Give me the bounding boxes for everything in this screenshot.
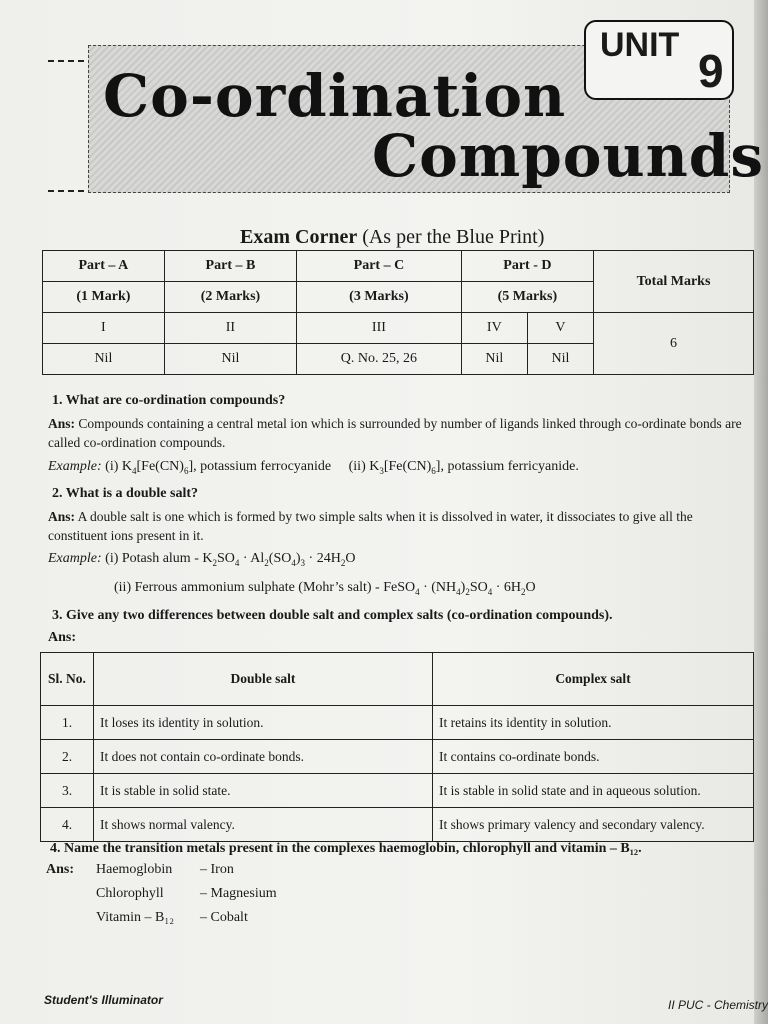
exam-corner-title — [240, 226, 544, 249]
difference-table — [40, 652, 754, 842]
example-1-label: Example: — [48, 459, 102, 474]
answer-1 — [48, 414, 753, 452]
chapter-title-line1: Co-ordination — [103, 62, 567, 130]
col-complex-salt: Complex salt — [433, 653, 754, 706]
table-row — [41, 774, 754, 808]
unit-label: UNIT — [600, 26, 680, 64]
answer-1-label: Ans: — [48, 416, 76, 431]
question-3: 3. Give any two differences between double salt and complex salts (co-ordination compounds). — [52, 608, 613, 623]
header-dash-left-bottom — [48, 190, 84, 192]
row-3-double: It is stable in solid state. — [94, 774, 433, 808]
footer-subject: II PUC - Chemistry — [668, 998, 768, 1012]
example-2-ii: (ii) Ferrous ammonium sulphate (Mohr’s salt) - FeSO$_4$ · $(NH_4)_2SO_4 \cdot 6H_2O$ — [114, 580, 536, 597]
row-4-no: 4. — [41, 808, 94, 842]
table-row — [41, 740, 754, 774]
compound-3: Vitamin – B₁₂ — [96, 910, 175, 925]
row-2-complex: It contains co-ordinate bonds. — [433, 740, 754, 774]
answer-3-label: Ans: — [48, 630, 77, 645]
metal-1: – Iron — [200, 862, 234, 877]
question-1: 1. What are co-ordination compounds? — [52, 393, 286, 408]
part-d-questions-b: Nil — [527, 344, 593, 375]
row-1-complex: It retains its identity in solution. — [433, 706, 754, 740]
part-d-name: Part - D — [461, 251, 593, 282]
question-2: 2. What is a double salt? — [52, 486, 198, 501]
unit-badge — [584, 20, 734, 100]
part-d-roman-a: IV — [461, 313, 527, 344]
part-a-marks: (1 Mark) — [43, 282, 165, 313]
compound-2: Chlorophyll — [96, 886, 164, 901]
col-sl-no: Sl. No. — [41, 653, 94, 706]
part-b-questions: Nil — [164, 344, 296, 375]
header-dash-left-top — [48, 60, 84, 62]
table-row — [41, 706, 754, 740]
metal-2: – Magnesium — [200, 886, 277, 901]
answer-1-text: Compounds containing a central metal ion which is surrounded by number of ligands linked through co-ordinate bonds are called co-ordination compounds. — [48, 416, 742, 450]
example-2-ii-text: (ii) Ferrous ammonium sulphate (Mohr’s salt) - — [114, 580, 380, 595]
part-a-questions: Nil — [43, 344, 165, 375]
row-2-double: It does not contain co-ordinate bonds. — [94, 740, 433, 774]
part-c-name: Part – C — [297, 251, 462, 282]
exam-corner-heading: Exam Corner — [240, 226, 358, 248]
exam-corner-subtitle: (As per the Blue Print) — [362, 226, 545, 248]
metal-3: – Cobalt — [200, 910, 248, 925]
unit-number: 9 — [698, 45, 724, 97]
part-d-roman-b: V — [527, 313, 593, 344]
part-c-marks: (3 Marks) — [297, 282, 462, 313]
part-c-roman: III — [297, 313, 462, 344]
example-2-label: Example: — [48, 551, 102, 566]
question-4: 4. Name the transition metals present in the complexes haemoglobin, chlorophyll and vitamin – B₁₂. — [50, 841, 642, 856]
total-marks-label: Total Marks — [594, 251, 754, 313]
example-1: Example: (i) $K_4[Fe(CN)_6]$, potassium ferrocyanide (ii) $K_3[Fe(CN)_6]$, potassium ferricyanide. — [48, 459, 579, 476]
total-marks-value: 6 — [594, 313, 754, 375]
part-d-questions-a: Nil — [461, 344, 527, 375]
example-2-i: Example: (i) Potash alum - $K_2SO_4 \cdot Al_2(SO_4)_3 \cdot 24H_2O$ — [48, 551, 356, 568]
example-2-i-text: (i) Potash alum - — [105, 551, 199, 566]
example-1-i-prefix: (i) — [105, 459, 119, 474]
part-d-marks: (5 Marks) — [461, 282, 593, 313]
example-1-ii-prefix: (ii) — [348, 459, 366, 474]
table-row — [41, 808, 754, 842]
part-b-name: Part – B — [164, 251, 296, 282]
row-4-double: It shows normal valency. — [94, 808, 433, 842]
row-2-no: 2. — [41, 740, 94, 774]
answer-2-text: A double salt is one which is formed by two simple salts when it is dissolved in water, it dissociates to give all the constituent ions present in it. — [48, 509, 693, 543]
chapter-title-line2: Compounds — [372, 122, 765, 190]
part-a-roman: I — [43, 313, 165, 344]
part-b-roman: II — [164, 313, 296, 344]
col-double-salt: Double salt — [94, 653, 433, 706]
compound-1: Haemoglobin — [96, 862, 173, 877]
row-3-no: 3. — [41, 774, 94, 808]
example-1-ii-name: , potassium ferricyanide. — [440, 459, 579, 474]
answer-2-label: Ans: — [48, 509, 76, 524]
part-a-name: Part – A — [43, 251, 165, 282]
row-1-no: 1. — [41, 706, 94, 740]
footer-publication: Student's Illuminator — [44, 993, 163, 1007]
answer-2 — [48, 507, 753, 545]
answer-4-label: Ans: — [46, 862, 75, 877]
example-1-i-name: , potassium ferrocyanide — [193, 459, 332, 474]
row-1-double: It loses its identity in solution. — [94, 706, 433, 740]
row-3-complex: It is stable in solid state and in aqueous solution. — [433, 774, 754, 808]
part-b-marks: (2 Marks) — [164, 282, 296, 313]
row-4-complex: It shows primary valency and secondary valency. — [433, 808, 754, 842]
part-c-questions: Q. No. 25, 26 — [297, 344, 462, 375]
blueprint-table — [42, 250, 754, 375]
